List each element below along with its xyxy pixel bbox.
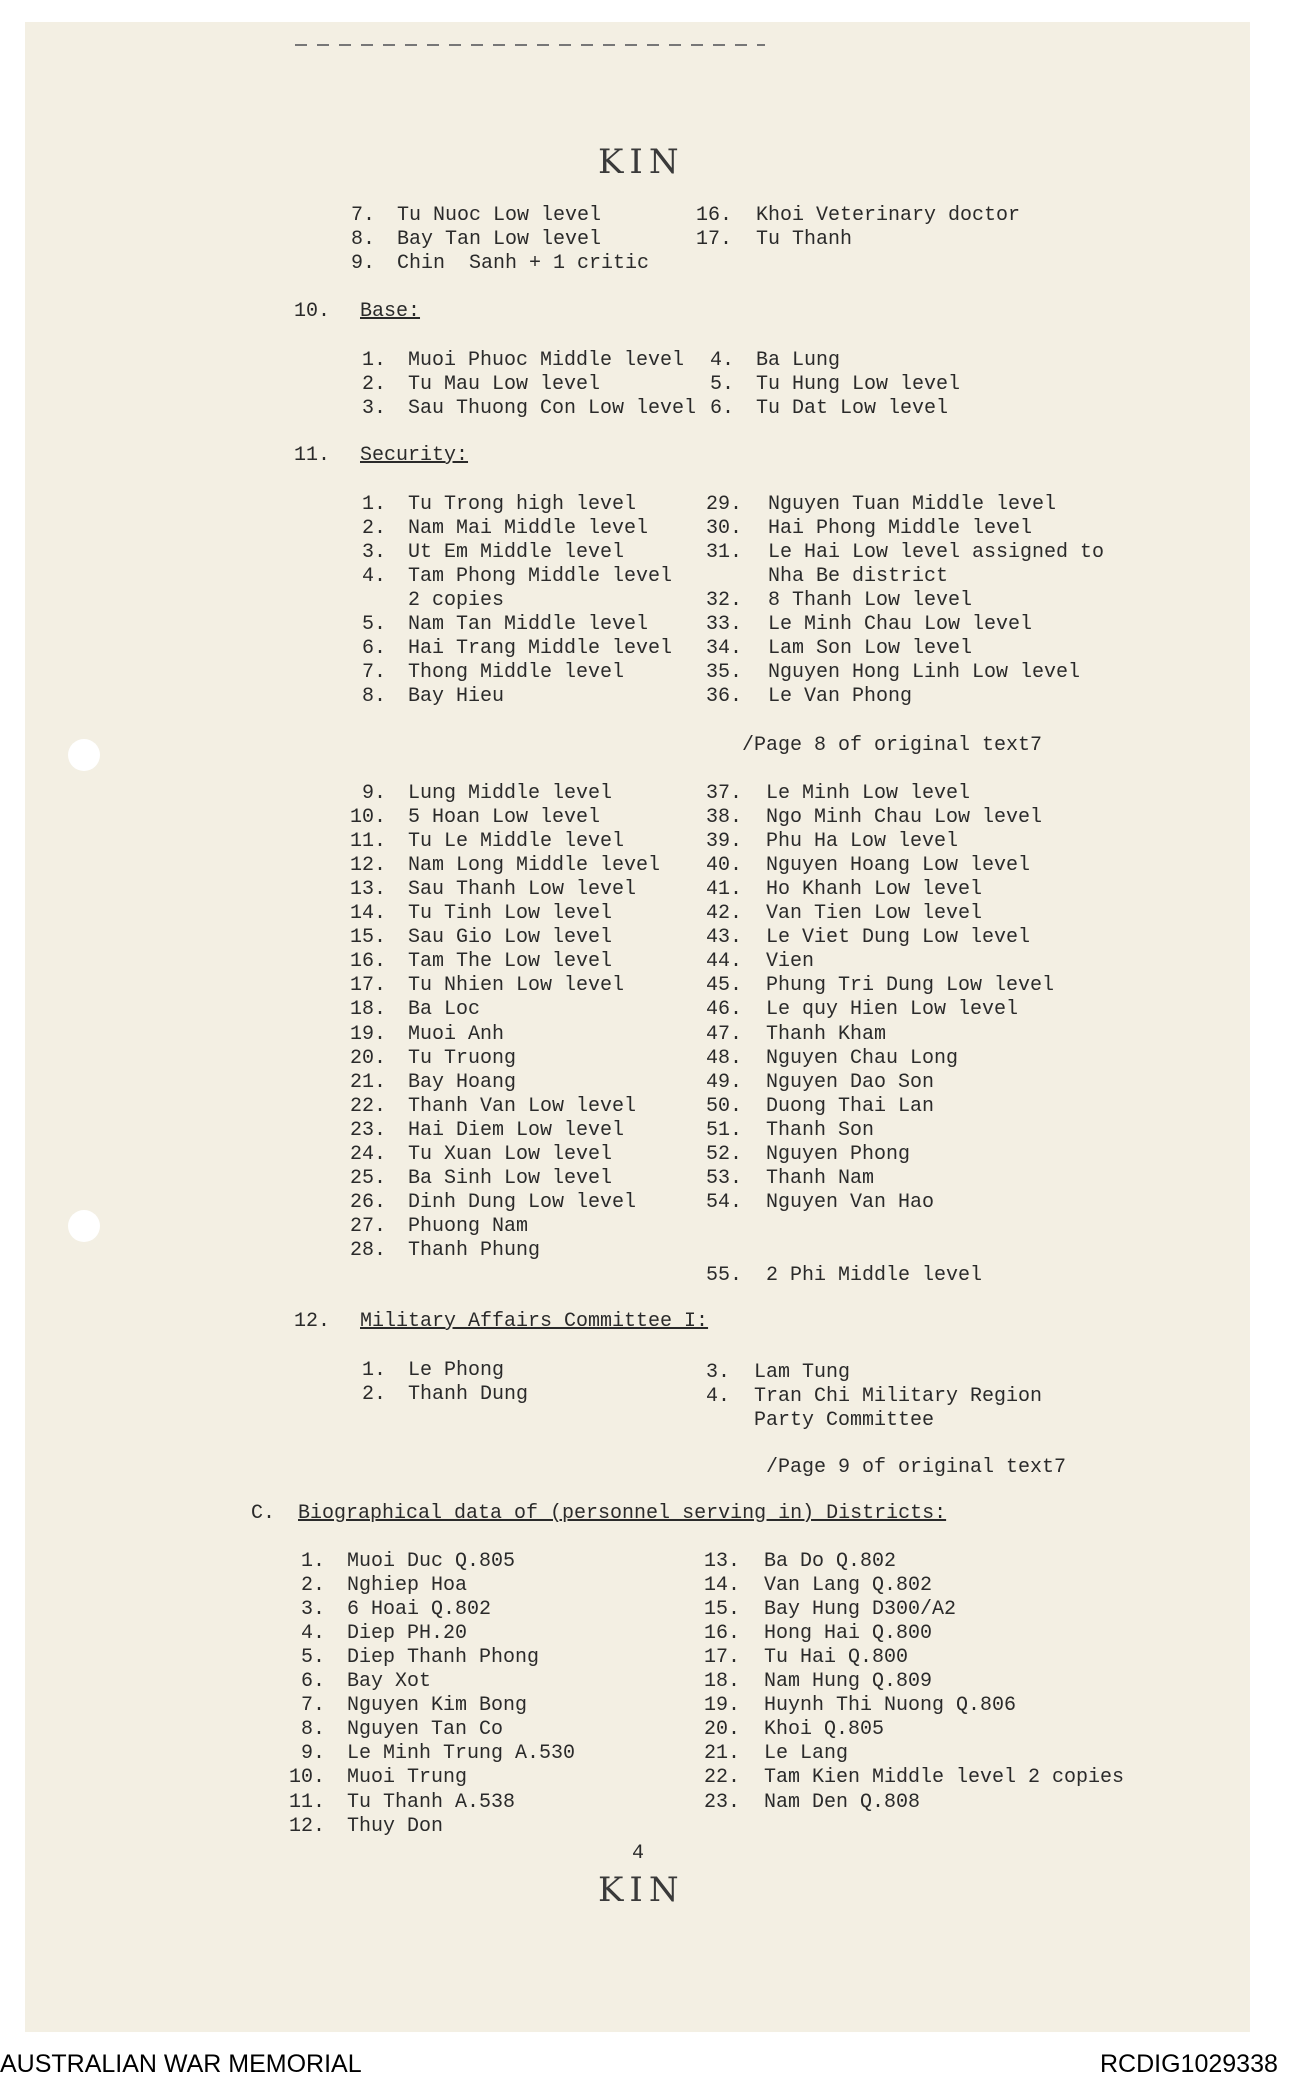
list-item-number: 17. [695, 228, 732, 251]
list-item-number: 6. [300, 1670, 325, 1694]
list-item-number: 7. [300, 1694, 325, 1718]
list-item-text: Nguyen Kim Bong [347, 1694, 528, 1718]
list-item-number: 5. [300, 1646, 325, 1670]
list-item-number: 5. [361, 613, 386, 636]
list-item-number: 15. [349, 926, 386, 950]
list-item-number: 36. [705, 685, 742, 708]
list-item-text: Bay Hoang [408, 1070, 517, 1094]
list-item-number: 20. [349, 1046, 386, 1070]
list-item-number: 6. [709, 397, 734, 420]
list-item-text: Nha Be district [768, 565, 949, 588]
list-item-text: Bay Hung D300/A2 [764, 1598, 957, 1622]
list-item-text: Ut Em Middle level [408, 541, 625, 564]
list-item-number: 6. [361, 637, 386, 660]
list-item-number: 14. [349, 902, 386, 926]
list-item-number: 15. [703, 1598, 740, 1622]
list-item-text: Nam Long Middle level [408, 854, 661, 878]
list-item-number: 11. [349, 830, 386, 854]
page-reference: /Page 9 of original text7 [766, 1456, 1067, 1479]
list-item-number: 4. [300, 1622, 325, 1646]
list-item-number: 2. [361, 517, 386, 540]
list-item-number: 55. [705, 1264, 742, 1287]
list-item-number: 12. [349, 854, 386, 878]
list-item-text: Tu Xuan Low level [408, 1142, 613, 1166]
list-item-text: Lung Middle level [408, 782, 613, 805]
list-item-number: 9. [361, 782, 386, 805]
list-item-number: 51. [705, 1118, 742, 1142]
list-item-text: Tu Hai Q.800 [764, 1646, 909, 1670]
list-item-text: Diep Thanh Phong [347, 1646, 540, 1670]
list-item-text: Sau Thanh Low level [408, 878, 637, 902]
list-item-text: Thuy Don [347, 1814, 444, 1838]
list-item-number: 13. [349, 878, 386, 902]
list-item-text: Bay Tan Low level [397, 228, 602, 251]
list-item-number: 46. [705, 998, 742, 1022]
handwritten-mark-bottom: KIN [598, 1870, 685, 1910]
list-item-number: 3. [361, 397, 386, 420]
list-item-number: 8. [361, 685, 386, 708]
list-item-text: Tu Trong high level [408, 493, 637, 516]
list-item-number: 8. [300, 1718, 325, 1742]
list-item-text: Sau Gio Low level [408, 926, 613, 950]
list-item-number: 24. [349, 1142, 386, 1166]
list-item-number: 31. [705, 541, 742, 564]
handwritten-mark-top: KIN [598, 142, 685, 182]
list-item-number: 7. [350, 204, 375, 227]
list-item-text: Tu Nuoc Low level [397, 204, 602, 227]
footer-left: AUSTRALIAN WAR MEMORIAL [0, 2050, 362, 2078]
list-item-text: Nguyen Hong Linh Low level [768, 661, 1081, 684]
list-item-number: 10. [349, 806, 386, 830]
list-item-number: 50. [705, 1094, 742, 1118]
list-item-text: Ngo Minh Chau Low level [766, 806, 1043, 830]
list-item-text: Le Phong [408, 1359, 505, 1382]
list-item-number: 32. [705, 589, 742, 612]
section-title: Base: [360, 300, 421, 323]
list-item-text: Thong Middle level [408, 661, 625, 684]
list-item-text: Thanh Kham [766, 1022, 887, 1046]
list-item-number: 14. [703, 1574, 740, 1598]
list-item-text: Ba Sinh Low level [408, 1166, 613, 1190]
list-item-text: Tam Kien Middle level 2 copies [764, 1766, 1125, 1790]
list-item-text: Nguyen Dao Son [766, 1070, 935, 1094]
list-item-text: Tran Chi Military Region [754, 1385, 1043, 1408]
section-title: Military Affairs Committee I: [360, 1310, 709, 1333]
list-item-number: 23. [703, 1790, 740, 1814]
punch-hole-top [68, 739, 100, 771]
list-item-number: 30. [705, 517, 742, 540]
list-item-text: 2 Phi Middle level [766, 1264, 983, 1287]
list-item-text: Phung Tri Dung Low level [766, 974, 1055, 998]
list-item-number: 3. [361, 541, 386, 564]
list-item-number: 18. [349, 998, 386, 1022]
list-item-number: 52. [705, 1142, 742, 1166]
list-item-text: 5 Hoan Low level [408, 806, 601, 830]
list-item-number: 1. [361, 1359, 386, 1382]
list-item-text: Tu Truong [408, 1046, 517, 1070]
list-item-text: Hai Diem Low level [408, 1118, 625, 1142]
list-item-text: Phuong Nam [408, 1214, 529, 1238]
list-item-number: 11. [288, 1790, 325, 1814]
list-item-text: Tu Thanh A.538 [347, 1790, 516, 1814]
torn-top-edge [295, 44, 765, 46]
list-item-text: Tu Dat Low level [756, 397, 949, 420]
list-item-text: Dinh Dung Low level [408, 1190, 637, 1214]
list-item-number: 40. [705, 854, 742, 878]
list-item-number: 16. [349, 950, 386, 974]
list-item-text: Bay Hieu [408, 685, 505, 708]
list-item-number: 22. [703, 1766, 740, 1790]
list-item-text: Nam Hung Q.809 [764, 1670, 933, 1694]
list-item-text: Party Committee [754, 1409, 935, 1432]
list-item-number: 34. [705, 637, 742, 660]
section-number: 12. [293, 1310, 330, 1333]
list-item-number: 2. [361, 1383, 386, 1406]
list-item-number: 47. [705, 1022, 742, 1046]
list-item-number: 1. [361, 493, 386, 516]
list-item-text: Ho Khanh Low level [766, 878, 983, 902]
list-item-text: Duong Thai Lan [766, 1094, 935, 1118]
list-item-text: Tu Mau Low level [408, 373, 601, 396]
list-item-text: Le quy Hien Low level [766, 998, 1019, 1022]
list-item-text: Vien [766, 950, 815, 974]
list-item-number: 48. [705, 1046, 742, 1070]
list-item-number: 3. [300, 1598, 325, 1622]
list-item-number: 41. [705, 878, 742, 902]
list-item-text: Thanh Dung [408, 1383, 529, 1406]
list-item-text: Hong Hai Q.800 [764, 1622, 933, 1646]
list-item-number: 25. [349, 1166, 386, 1190]
list-item-number: 2. [361, 373, 386, 396]
list-item-text: Le Van Phong [768, 685, 913, 708]
list-item-text: Nam Tan Middle level [408, 613, 649, 636]
list-item-text: Nguyen Hoang Low level [766, 854, 1031, 878]
list-item-text: Muoi Duc Q.805 [347, 1550, 516, 1573]
list-item-text: Tu Tinh Low level [408, 902, 613, 926]
list-item-number: 1. [361, 349, 386, 372]
section-number: 11. [293, 444, 330, 467]
list-item-text: Thanh Van Low level [408, 1094, 637, 1118]
list-item-number: 21. [349, 1070, 386, 1094]
list-item-text: Nghiep Hoa [347, 1574, 468, 1598]
list-item-text: Khoi Veterinary doctor [756, 204, 1021, 227]
list-item-number: 2. [300, 1574, 325, 1598]
punch-hole-bottom [68, 1210, 100, 1242]
list-item-text: Muoi Anh [408, 1022, 505, 1046]
list-item-number: 21. [703, 1742, 740, 1766]
list-item-number: 18. [703, 1670, 740, 1694]
list-item-number: 13. [703, 1550, 740, 1573]
list-item-number: 45. [705, 974, 742, 998]
list-item-text: Nguyen Tan Co [347, 1718, 504, 1742]
list-item-text: Ba Lung [756, 349, 841, 372]
list-item-number: 17. [349, 974, 386, 998]
list-item-text: Le Viet Dung Low level [766, 926, 1031, 950]
list-item-text: Nguyen Phong [766, 1142, 911, 1166]
document-page [25, 22, 1250, 2032]
list-item-text: Ba Loc [408, 998, 481, 1022]
page-reference: /Page 8 of original text7 [742, 734, 1043, 757]
list-item-number: 17. [703, 1646, 740, 1670]
list-item-text: Nguyen Chau Long [766, 1046, 959, 1070]
list-item-number: 7. [361, 661, 386, 684]
list-item-text: Muoi Phuoc Middle level [408, 349, 685, 372]
list-item-number: 22. [349, 1094, 386, 1118]
list-item-number: 4. [705, 1385, 730, 1408]
list-item-text: Le Minh Chau Low level [768, 613, 1033, 636]
list-item-number: 38. [705, 806, 742, 830]
list-item-text: Le Hai Low level assigned to [768, 541, 1105, 564]
page-number: 4 [632, 1842, 645, 1865]
list-item-number: 28. [349, 1238, 386, 1262]
list-item-text: Thanh Son [766, 1118, 875, 1142]
list-item-text: Thanh Phung [408, 1238, 541, 1262]
list-item-number: 49. [705, 1070, 742, 1094]
list-item-text: Hai Phong Middle level [768, 517, 1033, 540]
section-label: C. [250, 1502, 275, 1525]
list-item-number: 54. [705, 1190, 742, 1214]
list-item-text: Muoi Trung [347, 1766, 468, 1790]
list-item-text: Phu Ha Low level [766, 830, 959, 854]
list-item-number: 19. [703, 1694, 740, 1718]
list-item-text: Van Lang Q.802 [764, 1574, 933, 1598]
list-item-number: 10. [288, 1766, 325, 1790]
list-item-text: Hai Trang Middle level [408, 637, 673, 660]
list-item-text: Huynh Thi Nuong Q.806 [764, 1694, 1017, 1718]
list-item-text: Bay Xot [347, 1670, 432, 1694]
footer-right: RCDIG1029338 [1100, 2050, 1278, 2078]
list-item-text: Lam Tung [754, 1361, 851, 1384]
list-item-number: 1. [300, 1550, 325, 1573]
list-item-number: 29. [705, 493, 742, 516]
list-item-text: Tu Le Middle level [408, 830, 625, 854]
list-item-text: Le Minh Low level [766, 782, 971, 805]
section-title: Biographical data of (personnel serving in) Districts: [298, 1502, 947, 1525]
section-title: Security: [360, 444, 469, 467]
list-item-number: 43. [705, 926, 742, 950]
list-item-text: Nam Den Q.808 [764, 1790, 921, 1814]
list-item-number: 12. [288, 1814, 325, 1838]
list-item-number: 27. [349, 1214, 386, 1238]
list-item-number: 19. [349, 1022, 386, 1046]
list-item-text: Tam Phong Middle level [408, 565, 673, 588]
list-item-text: Lam Son Low level [768, 637, 973, 660]
list-item-number: 16. [703, 1622, 740, 1646]
list-item-text: Chin Sanh + 1 critic [397, 252, 650, 275]
list-item-text: Le Minh Trung A.530 [347, 1742, 576, 1766]
list-item-number: 20. [703, 1718, 740, 1742]
list-item-number: 44. [705, 950, 742, 974]
list-item-text: Van Tien Low level [766, 902, 983, 926]
list-item-number: 4. [361, 565, 386, 588]
list-item-number: 33. [705, 613, 742, 636]
list-item-text: 8 Thanh Low level [768, 589, 973, 612]
list-item-number: 42. [705, 902, 742, 926]
list-item-text: Le Lang [764, 1742, 849, 1766]
list-item-number: 4. [709, 349, 734, 372]
list-item-text: Tu Nhien Low level [408, 974, 625, 998]
list-item-text: 2 copies [408, 589, 505, 612]
list-item-number: 23. [349, 1118, 386, 1142]
list-item-number: 39. [705, 830, 742, 854]
list-item-number: 3. [705, 1361, 730, 1384]
list-item-text: Thanh Nam [766, 1166, 875, 1190]
list-item-text: Nguyen Van Hao [766, 1190, 935, 1214]
list-item-number: 37. [705, 782, 742, 805]
section-number: 10. [293, 300, 330, 323]
list-item-number: 5. [709, 373, 734, 396]
list-item-text: Khoi Q.805 [764, 1718, 885, 1742]
list-item-text: Tu Hung Low level [756, 373, 961, 396]
list-item-number: 8. [350, 228, 375, 251]
list-item-text: 6 Hoai Q.802 [347, 1598, 492, 1622]
list-item-number: 9. [350, 252, 375, 275]
list-item-text: Tam The Low level [408, 950, 613, 974]
list-item-text: Tu Thanh [756, 228, 853, 251]
list-item-number: 26. [349, 1190, 386, 1214]
list-item-number: 16. [695, 204, 732, 227]
list-item-text: Ba Do Q.802 [764, 1550, 897, 1573]
list-item-text: Nam Mai Middle level [408, 517, 649, 540]
list-item-number: 53. [705, 1166, 742, 1190]
list-item-text: Nguyen Tuan Middle level [768, 493, 1057, 516]
list-item-text: Diep PH.20 [347, 1622, 468, 1646]
list-item-text: Sau Thuong Con Low level [408, 397, 697, 420]
list-item-number: 35. [705, 661, 742, 684]
list-item-number: 9. [300, 1742, 325, 1766]
